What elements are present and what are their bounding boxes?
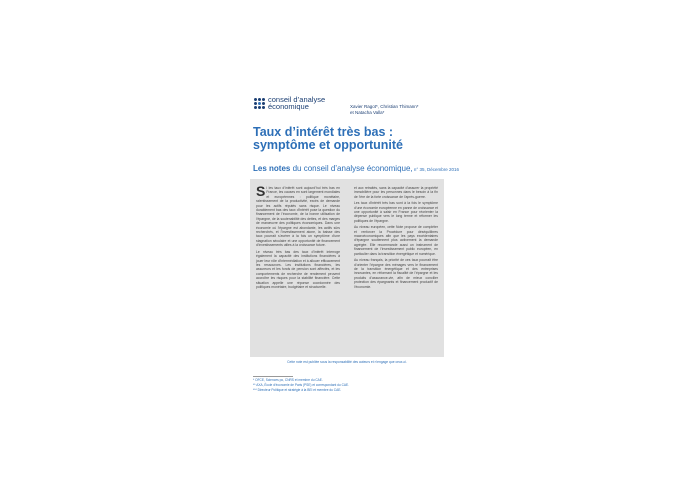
logo-line-2: économique [268,102,309,111]
title-line-2: symptôme et opportunité [253,138,404,152]
series-lead: Les notes [253,164,291,173]
footnote: * OFCE, Sciences po, CNRS et membre du CAE. [253,378,323,382]
footnote: ** AXA, École d’économie de Paris (PSE) et correspondant du CAE. [253,383,350,388]
footnote-rule [253,376,293,377]
summary-column-2 [354,186,438,306]
issue-date: n° 35, Décembre 2016 [412,167,459,172]
logo-wordmark [268,96,325,110]
paragraph: Les taux d’intérêt très bas sont à la fois le symptôme d’une économie européenne en panne de croissance et une opportunité à saisir en France pour réorienter la dépense publique vers le long terme et réformer les politiques de l’épargne. [354,201,438,223]
paragraph: Au niveau européen, cette Note propose de compléter et renforcer la Procédure pour déséquilibres macroéconomiques afin que les pays excédentaires d’épargne soutiennent plus activement la demande agrégée. Elle recommande aussi un instrument de financement de l’investissement public européen, en particulier dans la transition énergétique et numérique. [354,225,438,256]
series-subline [253,164,459,173]
authors [350,104,418,115]
cae-logo-icon [254,98,266,110]
paragraph: Au niveau français, la priorité de ces taux pourrait être d’orienter l’épargne des ménages vers le financement de la transition énergétique et des entreprises innovantes, en réformant la fiscalité de l’épargne et les produits d’assurance-vie, afin de mieux concilier protection des épargnants et financement productif de l’économie. [354,258,438,289]
document-title [253,126,403,152]
paragraph: Le niveau très bas des taux d’intérêt interroge également la capacité des institutions financières à jouer leur rôle d’intermédiation et à allouer efficacement les ressources. Les institutions financières, les assureurs et les fonds de pension sont affectés, et les comportements de recherche de rendement peuvent accroître les risques pour la stabilité financière. Cette situation appelle une réponse coordonnée des politiques monétaire, budgétaire et structurelle. [256,249,340,289]
drop-cap: S [256,186,266,199]
series-rest: du conseil d’analyse économique, [290,164,413,173]
paragraph: i les taux d’intérêt sont aujourd’hui très bas en France, les causes en sont largement mondiales et européennes : politique monétaire, ralentissement de la productivité, excès de demande pour les actifs réputés sans risque. Le niveau durablement bas des taux d’intérêt pose la question du financement de l’économie, de la bonne utilisation de l’épargne, de la soutenabilité des dettes, et des marges de manœuvre des politiques économiques. Dans une économie où l’épargne est abondante, les actifs sûrs recherchés, et l’investissement atone, la baisse des taux pourrait s’avérer à la fois un symptôme d’une stagnation séculaire et une opportunité de financement d’investissements utiles à la croissance future. [256,186,340,248]
title-line-1: Taux d’intérêt très bas : [253,125,394,139]
summary-column-1 [256,186,340,352]
disclaimer-note: Cette note est publiée sous la responsabilité des auteurs et n’engage que ceux-ci. [287,360,407,364]
footnotes [253,378,349,394]
footnote: *** Directeur Politique et stratégie à la BEI et membre du CAE. [253,388,342,393]
authors-line-2: et Natacha Valla* [350,109,385,115]
paragraph: et aux retraités, sans la capacité d’assurer la propriété immobilière pour les personnes dans le besoin à la fin de l’ère de la forte croissance de l’après-guerre. [354,186,438,199]
logo-line-1: conseil d’analyse [268,95,326,104]
authors-line-1: Xavier Ragot*, Christian Thimann* [350,104,419,109]
